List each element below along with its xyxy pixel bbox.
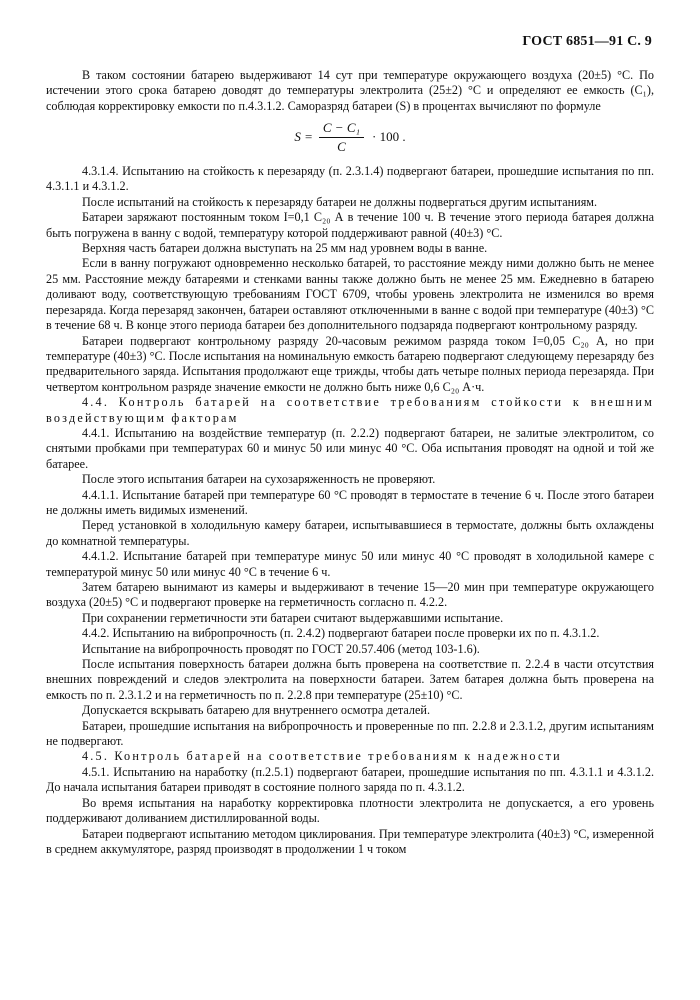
formula-numerator: C − C₁ [319,120,364,137]
paragraph: После испытания поверхность батареи должна быть проверена на соответствие п. 2.2.4 в части отсутствия внешних повреждений и следов электролита на поверхности батареи. Затем батарея должна быть проверена на емкость по п. 2.3.1.2 и на герметичность по п. 2.2.8 при температуре (25±10) °С. [46,657,654,702]
paragraph: 4.4.1. Испытанию на воздействие температур (п. 2.2.2) подвергают батареи, не залитые электролитом, со снятыми пробками при температурах 60 и минус 50 или минус 40 °С. Оба испытания проводят на одной и той же батарее. [46,425,654,471]
paragraph: Батареи, прошедшие испытания на вибропрочность и проверенные по пп. 2.2.8 и 2.3.1.2, другим испытаниям не подвергают. [46,718,654,749]
paragraph: Батареи подвергают контрольному разряду 20-часовым режимом разряда током I=0,05 C₂₀ А, но при температуре (40±3) °С. После испытания на номинальную емкость батарею подвергают следующему перезаряду без предварительного заряда. Испытания продолжают еще трижды, чтобы дать четыре полных периода перезаряда. При четвертом контрольном разряде значение емкости не должно быть ниже 0,6 C₂₀ А·ч. [46,333,654,394]
paragraph: После этого испытания батареи на сухозаряженность не проверяют. [82,472,436,487]
document-body [46,68,654,857]
paragraph: Перед установкой в холодильную камеру батареи, испытывавшиеся в термостате, должны быть охлаждены до комнатной температуры. [46,518,654,548]
paragraph: В таком состоянии батарею выдерживают 14 сут при температуре окружающего воздуха (20±5) °С. По истечении этого срока батарею доводят до температуры электролита (25±2) °С и определяют ее емкость (C₁), соблюдая корректировку емкости по п.4.3.1.2. Саморазряд батареи (S) в процентах вычисляют по формуле [46,68,654,113]
paragraph: 4.4.1.2. Испытание батарей при температуре минус 50 или минус 40 °С проводят в холодильной камере с температурой минус 50 или минус 40 °С в течение 6 ч. [46,549,654,579]
paragraph: Батареи подвергают испытанию методом циклирования. При температуре электролита (40±3) °С, измеренной в среднем аккумуляторе, разряд производят в продолжении 1 ч током [46,826,654,856]
section-heading-4-5: 4.5. Контроль батарей на соответствие требованиям к надежности [82,749,562,764]
paragraph: 4.4.2. Испытанию на вибропрочность (п. 2.4.2) подвергают батареи после проверки их по п. 4.3.1.2. [82,626,600,641]
formula-tail: · 100 . [372,129,406,145]
paragraph: Если в ванну погружают одновременно несколько батарей, то расстояние между ними должно быть не менее 25 мм. Расстояние между батареями и стенками ванны также должно быть не менее 25 мм. Ежедневно в батарею доливают воду, соответствующую требованиям ГОСТ 6709, чтобы уровень электролита не изменился во время перезаряда. Когда перезаряд закончен, батареи оставляют отключенными в ванне с водой при температуре (40±3) °С в течение 68 ч. В конце этого периода батареи без дополнительного подзаряда подвергают контрольному разряду. [46,256,654,333]
paragraph: 4.4.1.1. Испытание батарей при температуре 60 °С проводят в термостате в течение 6 ч. После этого батареи не должны иметь видимых изменений. [46,487,654,517]
formula-lhs: S = [294,129,313,145]
paragraph: После испытаний на стойкость к перезаряду батареи не должны подвергаться другим испытаниям. [82,194,598,209]
paragraph: Испытание на вибропрочность проводят по ГОСТ 20.57.406 (метод 103-1.6). [82,641,480,656]
section-heading-4-4: 4.4. Контроль батарей на соответствие требованиям стойкости к внешним воздействующим факторам [46,395,654,425]
paragraph: Допускается вскрывать батарею для внутреннего осмотра деталей. [82,703,430,718]
page-header: ГОСТ 6851—91 С. 9 [522,34,652,49]
formula-fraction [319,120,364,154]
paragraph: 4.5.1. Испытанию на наработку (п.2.5.1) подвергают батареи, прошедшие испытания по пп. 4.3.1.1 и 4.3.1.2. До начала испытания батареи приводят в состояние полного заряда по п. 4.3.1.2. [46,764,654,795]
paragraph: При сохранении герметичности эти батареи считают выдержавшими испытание. [82,610,504,625]
paragraph: Верхняя часть батареи должна выступать на 25 мм над уровнем воды в ванне. [82,241,488,256]
paragraph: Батареи заряжают постоянным током I=0,1 C₂₀ А в течение 100 ч. В течение этого периода батарея должна быть погружена в ванну с водой, температуру которой поддерживают равной (40±3) °С. [46,210,654,240]
self-discharge-formula [46,120,654,154]
formula-denominator: C [337,138,346,154]
paragraph: Затем батарею вынимают из камеры и выдерживают в течение 15—20 мин при температуре окружающего воздуха (20±5) °С и подвергают проверке на герметичность согласно п. 4.2.2. [46,580,654,610]
paragraph: Во время испытания на наработку корректировка плотности электролита не допускается, а его уровень поддерживают доливанием дистиллированной воды. [46,795,654,826]
paragraph: 4.3.1.4. Испытанию на стойкость к перезаряду (п. 2.3.1.4) подвергают батареи, прошедшие испытания по пп. 4.3.1.1 и 4.3.1.2. [46,164,654,194]
